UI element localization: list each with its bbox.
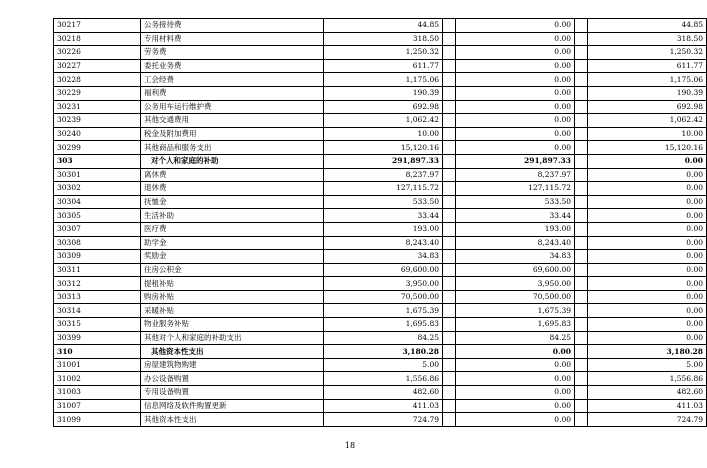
cell-name: 采暖补贴 xyxy=(141,304,324,318)
table-row xyxy=(54,32,707,46)
column-gap xyxy=(575,318,588,332)
column-gap xyxy=(575,413,588,427)
cell-basic: 69,600.00 xyxy=(456,263,575,277)
cell-name: 其他对个人和家庭的补助支出 xyxy=(141,331,324,345)
column-gap xyxy=(443,168,456,182)
cell-name: 购房补贴 xyxy=(141,290,324,304)
cell-name: 公务用车运行维护费 xyxy=(141,100,324,114)
table-row xyxy=(54,331,707,345)
cell-name: 对个人和家庭的补助 xyxy=(141,154,324,168)
column-gap xyxy=(443,413,456,427)
column-gap xyxy=(443,19,456,33)
column-gap xyxy=(443,358,456,372)
column-gap xyxy=(443,386,456,400)
cell-basic: 70,500.00 xyxy=(456,290,575,304)
cell-project: 5.00 xyxy=(588,358,707,372)
table-row xyxy=(54,358,707,372)
cell-code: 30218 xyxy=(54,32,141,46)
cell-name: 房屋建筑物购建 xyxy=(141,358,324,372)
cell-basic: 0.00 xyxy=(456,345,575,359)
cell-code: 30304 xyxy=(54,195,141,209)
cell-code: 30239 xyxy=(54,114,141,128)
table-row xyxy=(54,250,707,264)
cell-code: 310 xyxy=(54,345,141,359)
cell-code: 30229 xyxy=(54,86,141,100)
table-row xyxy=(54,372,707,386)
cell-total: 724.79 xyxy=(324,413,443,427)
table-row xyxy=(54,209,707,223)
column-gap xyxy=(443,263,456,277)
column-gap xyxy=(443,114,456,128)
cell-project: 190.39 xyxy=(588,86,707,100)
cell-code: 30309 xyxy=(54,250,141,264)
cell-code: 30399 xyxy=(54,331,141,345)
cell-project: 1,062.42 xyxy=(588,114,707,128)
column-gap xyxy=(443,127,456,141)
table-row xyxy=(54,114,707,128)
table-row xyxy=(54,399,707,413)
cell-project: 0.00 xyxy=(588,168,707,182)
cell-name: 助学金 xyxy=(141,236,324,250)
cell-name: 其他资本性支出 xyxy=(141,413,324,427)
cell-project: 318.50 xyxy=(588,32,707,46)
table-row xyxy=(54,168,707,182)
table-row xyxy=(54,236,707,250)
column-gap xyxy=(575,236,588,250)
cell-name: 其他资本性支出 xyxy=(141,345,324,359)
table-row xyxy=(54,141,707,155)
column-gap xyxy=(443,304,456,318)
cell-total: 69,600.00 xyxy=(324,263,443,277)
cell-basic: 0.00 xyxy=(456,141,575,155)
cell-code: 30313 xyxy=(54,290,141,304)
cell-code: 31007 xyxy=(54,399,141,413)
column-gap xyxy=(443,154,456,168)
cell-code: 31099 xyxy=(54,413,141,427)
cell-project: 0.00 xyxy=(588,222,707,236)
cell-basic: 0.00 xyxy=(456,399,575,413)
cell-total: 190.39 xyxy=(324,86,443,100)
cell-name: 福利费 xyxy=(141,86,324,100)
cell-name: 其他交通费用 xyxy=(141,114,324,128)
column-gap xyxy=(575,86,588,100)
cell-project: 0.00 xyxy=(588,250,707,264)
cell-basic: 0.00 xyxy=(456,46,575,60)
column-gap xyxy=(575,399,588,413)
table-row xyxy=(54,413,707,427)
column-gap xyxy=(575,209,588,223)
column-gap xyxy=(575,331,588,345)
table-row xyxy=(54,263,707,277)
cell-basic: 0.00 xyxy=(456,413,575,427)
column-gap xyxy=(575,372,588,386)
cell-project: 1,175.06 xyxy=(588,73,707,87)
cell-code: 30226 xyxy=(54,46,141,60)
budget-table xyxy=(53,18,707,427)
cell-basic: 0.00 xyxy=(456,100,575,114)
cell-total: 692.98 xyxy=(324,100,443,114)
cell-basic: 0.00 xyxy=(456,372,575,386)
cell-basic: 33.44 xyxy=(456,209,575,223)
cell-basic: 0.00 xyxy=(456,114,575,128)
cell-total: 10.00 xyxy=(324,127,443,141)
budget-table-container xyxy=(53,18,703,427)
column-gap xyxy=(575,386,588,400)
cell-code: 30227 xyxy=(54,59,141,73)
column-gap xyxy=(575,345,588,359)
cell-basic: 84.25 xyxy=(456,331,575,345)
cell-code: 30308 xyxy=(54,236,141,250)
cell-basic: 34.83 xyxy=(456,250,575,264)
cell-basic: 3,950.00 xyxy=(456,277,575,291)
cell-code: 31003 xyxy=(54,386,141,400)
column-gap xyxy=(443,399,456,413)
table-row xyxy=(54,304,707,318)
cell-name: 税金及附加费用 xyxy=(141,127,324,141)
page-number: 18 xyxy=(344,441,356,450)
column-gap xyxy=(575,19,588,33)
cell-project: 0.00 xyxy=(588,277,707,291)
column-gap xyxy=(443,372,456,386)
column-gap xyxy=(443,141,456,155)
column-gap xyxy=(575,127,588,141)
cell-project: 482.60 xyxy=(588,386,707,400)
cell-code: 30240 xyxy=(54,127,141,141)
table-row xyxy=(54,182,707,196)
column-gap xyxy=(575,73,588,87)
table-row xyxy=(54,345,707,359)
cell-basic: 0.00 xyxy=(456,32,575,46)
column-gap xyxy=(443,195,456,209)
cell-name: 住房公积金 xyxy=(141,263,324,277)
cell-total: 318.50 xyxy=(324,32,443,46)
cell-basic: 1,695.83 xyxy=(456,318,575,332)
cell-basic: 291,897.33 xyxy=(456,154,575,168)
table-row xyxy=(54,59,707,73)
table-row xyxy=(54,127,707,141)
cell-total: 8,237.97 xyxy=(324,168,443,182)
column-gap xyxy=(443,59,456,73)
cell-project: 0.00 xyxy=(588,263,707,277)
cell-project: 724.79 xyxy=(588,413,707,427)
cell-code: 30301 xyxy=(54,168,141,182)
cell-name: 信息网络及软件购置更新 xyxy=(141,399,324,413)
cell-project: 15,120.16 xyxy=(588,141,707,155)
cell-total: 3,950.00 xyxy=(324,277,443,291)
column-gap xyxy=(575,182,588,196)
cell-total: 44.85 xyxy=(324,19,443,33)
cell-name: 办公设备购置 xyxy=(141,372,324,386)
cell-code: 30307 xyxy=(54,222,141,236)
cell-code: 30311 xyxy=(54,263,141,277)
cell-code: 30299 xyxy=(54,141,141,155)
column-gap xyxy=(443,46,456,60)
budget-table-body xyxy=(54,19,707,427)
cell-code: 30315 xyxy=(54,318,141,332)
cell-name: 退休费 xyxy=(141,182,324,196)
cell-total: 70,500.00 xyxy=(324,290,443,304)
column-gap xyxy=(575,59,588,73)
cell-project: 1,556.86 xyxy=(588,372,707,386)
cell-project: 10.00 xyxy=(588,127,707,141)
cell-code: 30305 xyxy=(54,209,141,223)
cell-basic: 533.50 xyxy=(456,195,575,209)
column-gap xyxy=(443,345,456,359)
cell-project: 0.00 xyxy=(588,304,707,318)
cell-code: 31002 xyxy=(54,372,141,386)
column-gap xyxy=(443,100,456,114)
column-gap xyxy=(575,168,588,182)
cell-total: 34.83 xyxy=(324,250,443,264)
cell-project: 0.00 xyxy=(588,195,707,209)
column-gap xyxy=(575,100,588,114)
cell-code: 30302 xyxy=(54,182,141,196)
cell-name: 提租补贴 xyxy=(141,277,324,291)
cell-total: 1,250.32 xyxy=(324,46,443,60)
cell-total: 611.77 xyxy=(324,59,443,73)
table-row xyxy=(54,386,707,400)
cell-total: 15,120.16 xyxy=(324,141,443,155)
column-gap xyxy=(443,222,456,236)
cell-name: 生活补助 xyxy=(141,209,324,223)
cell-total: 193.00 xyxy=(324,222,443,236)
cell-basic: 0.00 xyxy=(456,19,575,33)
cell-basic: 0.00 xyxy=(456,127,575,141)
column-gap xyxy=(575,32,588,46)
cell-total: 411.03 xyxy=(324,399,443,413)
cell-basic: 8,243.40 xyxy=(456,236,575,250)
cell-project: 0.00 xyxy=(588,236,707,250)
column-gap xyxy=(575,141,588,155)
column-gap xyxy=(575,290,588,304)
table-row xyxy=(54,73,707,87)
column-gap xyxy=(575,195,588,209)
cell-total: 1,675.39 xyxy=(324,304,443,318)
cell-code: 30231 xyxy=(54,100,141,114)
column-gap xyxy=(575,154,588,168)
table-row xyxy=(54,277,707,291)
column-gap xyxy=(575,114,588,128)
cell-name: 专用材料费 xyxy=(141,32,324,46)
table-row xyxy=(54,290,707,304)
cell-total: 1,556.86 xyxy=(324,372,443,386)
cell-total: 3,180.28 xyxy=(324,345,443,359)
cell-name: 抚恤金 xyxy=(141,195,324,209)
cell-project: 611.77 xyxy=(588,59,707,73)
cell-basic: 0.00 xyxy=(456,358,575,372)
cell-project: 0.00 xyxy=(588,182,707,196)
cell-total: 533.50 xyxy=(324,195,443,209)
column-gap xyxy=(443,32,456,46)
cell-basic: 0.00 xyxy=(456,59,575,73)
cell-name: 奖励金 xyxy=(141,250,324,264)
column-gap xyxy=(575,263,588,277)
cell-basic: 8,237.97 xyxy=(456,168,575,182)
table-row xyxy=(54,19,707,33)
table-row xyxy=(54,222,707,236)
cell-code: 30217 xyxy=(54,19,141,33)
column-gap xyxy=(575,222,588,236)
cell-project: 0.00 xyxy=(588,209,707,223)
column-gap xyxy=(575,277,588,291)
table-row xyxy=(54,46,707,60)
cell-name: 其他商品和服务支出 xyxy=(141,141,324,155)
cell-total: 1,695.83 xyxy=(324,318,443,332)
cell-basic: 0.00 xyxy=(456,73,575,87)
column-gap xyxy=(443,331,456,345)
cell-code: 30228 xyxy=(54,73,141,87)
cell-project: 44.85 xyxy=(588,19,707,33)
cell-basic: 0.00 xyxy=(456,386,575,400)
column-gap xyxy=(443,290,456,304)
cell-code: 31001 xyxy=(54,358,141,372)
cell-code: 30314 xyxy=(54,304,141,318)
cell-name: 劳务费 xyxy=(141,46,324,60)
cell-total: 1,175.06 xyxy=(324,73,443,87)
cell-project: 1,250.32 xyxy=(588,46,707,60)
table-row xyxy=(54,86,707,100)
cell-total: 1,062.42 xyxy=(324,114,443,128)
cell-basic: 127,115.72 xyxy=(456,182,575,196)
cell-basic: 0.00 xyxy=(456,86,575,100)
column-gap xyxy=(443,182,456,196)
column-gap xyxy=(575,250,588,264)
cell-project: 692.98 xyxy=(588,100,707,114)
cell-name: 公务接待费 xyxy=(141,19,324,33)
column-gap xyxy=(443,86,456,100)
cell-code: 30312 xyxy=(54,277,141,291)
cell-project: 411.03 xyxy=(588,399,707,413)
cell-code: 303 xyxy=(54,154,141,168)
cell-total: 482.60 xyxy=(324,386,443,400)
cell-basic: 1,675.39 xyxy=(456,304,575,318)
column-gap xyxy=(575,304,588,318)
cell-name: 医疗费 xyxy=(141,222,324,236)
table-row xyxy=(54,318,707,332)
cell-total: 127,115.72 xyxy=(324,182,443,196)
column-gap xyxy=(443,277,456,291)
column-gap xyxy=(575,46,588,60)
cell-basic: 193.00 xyxy=(456,222,575,236)
table-row xyxy=(54,195,707,209)
cell-project: 3,180.28 xyxy=(588,345,707,359)
table-row xyxy=(54,154,707,168)
cell-total: 8,243.40 xyxy=(324,236,443,250)
cell-name: 委托业务费 xyxy=(141,59,324,73)
cell-name: 离休费 xyxy=(141,168,324,182)
cell-name: 物业服务补贴 xyxy=(141,318,324,332)
column-gap xyxy=(443,250,456,264)
column-gap xyxy=(443,73,456,87)
column-gap xyxy=(443,236,456,250)
cell-total: 33.44 xyxy=(324,209,443,223)
cell-project: 0.00 xyxy=(588,290,707,304)
table-row xyxy=(54,100,707,114)
column-gap xyxy=(575,358,588,372)
cell-project: 0.00 xyxy=(588,318,707,332)
cell-project: 0.00 xyxy=(588,331,707,345)
cell-total: 291,897.33 xyxy=(324,154,443,168)
cell-project: 0.00 xyxy=(588,154,707,168)
cell-name: 专用设备购置 xyxy=(141,386,324,400)
column-gap xyxy=(443,318,456,332)
cell-total: 5.00 xyxy=(324,358,443,372)
cell-name: 工会经费 xyxy=(141,73,324,87)
column-gap xyxy=(443,209,456,223)
cell-total: 84.25 xyxy=(324,331,443,345)
